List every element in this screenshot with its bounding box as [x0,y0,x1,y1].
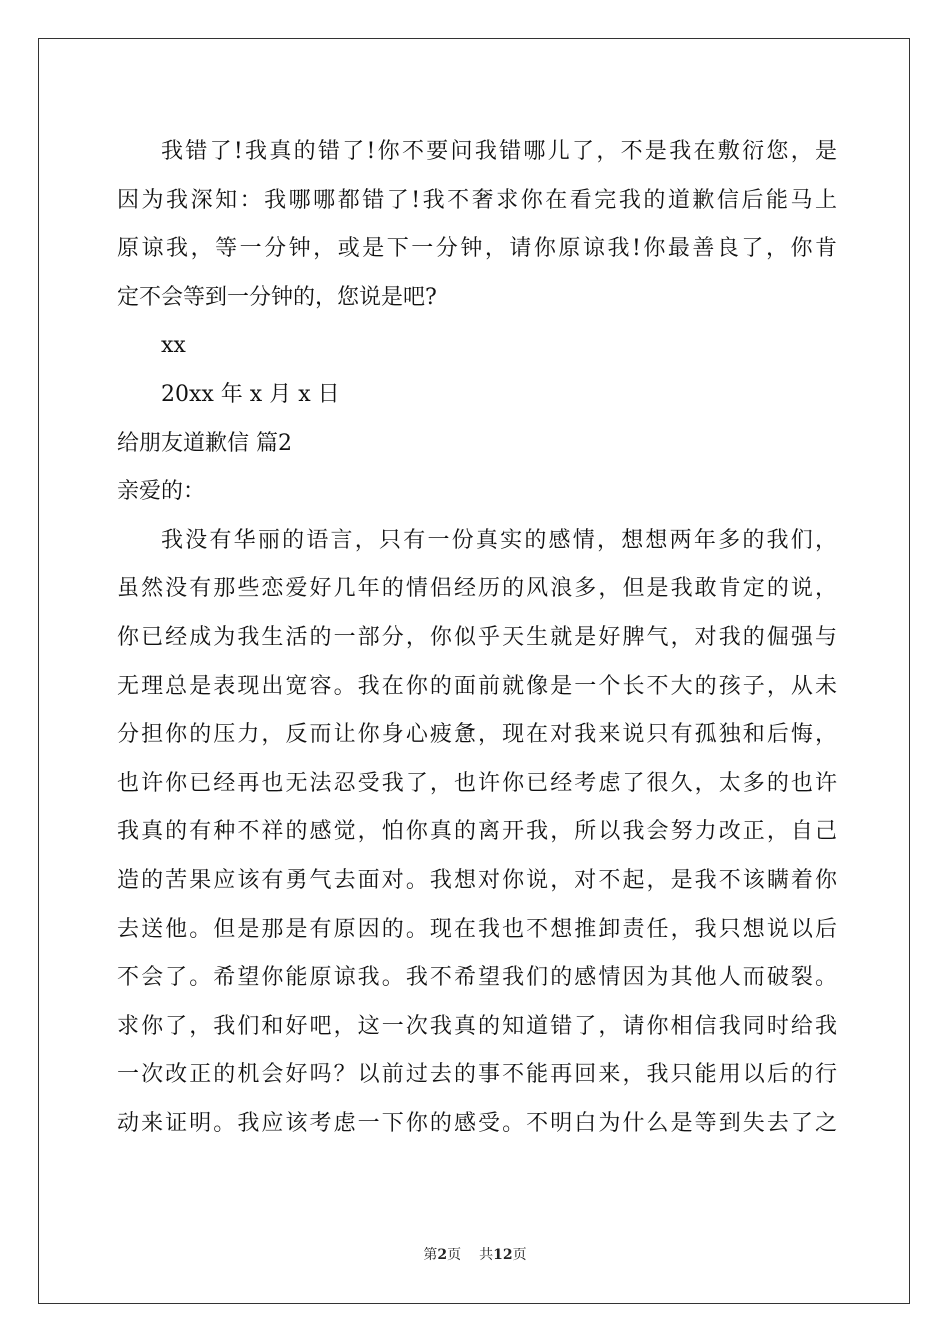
page-suffix: 页 [447,1247,462,1263]
text-line: 我没有华丽的语言，只有一份真实的感情，想想两年多的我们， [161,527,837,553]
document-body [117,128,837,1148]
text-line: 也许你已经再也无法忍受我了，也许你已经考虑了很久，太多的也许 [117,770,837,796]
page-footer [0,1244,950,1264]
text-line: 造的苦果应该有勇气去面对。我想对你说，对不起，是我不该瞒着你 [117,867,837,893]
text-line: 不会了。希望你能原谅我。我不希望我们的感情因为其他人而破裂。 [117,965,837,991]
text-line: 分担你的压力，反而让你身心疲惫，现在对我来说只有孤独和后悔， [117,722,837,748]
total-suffix: 页 [512,1247,527,1263]
text-line: 虽然没有那些恋爱好几年的情侣经历的风浪多，但是我敢肯定的说， [117,576,837,602]
text-line: 因为我深知：我哪哪都错了!我不奢求你在看完我的道歉信后能马上 [117,187,837,213]
text-line: 20xx 年 x 月 x 日 [161,381,340,407]
page-prefix: 第 [423,1247,438,1263]
text-line: xx [161,333,186,359]
text-line: 你已经成为我生活的一部分，你似乎天生就是好脾气，对我的倔强与 [117,624,837,650]
text-line: 一次改正的机会好吗？以前过去的事不能再回来，我只能用以后的行 [117,1062,837,1088]
text-line: 原谅我，等一分钟，或是下一分钟，请你原谅我!你最善良了，你肯 [117,236,837,262]
text-line: 动来证明。我应该考虑一下你的感受。不明白为什么是等到失去了之 [117,1110,837,1136]
text-line: 求你了，我们和好吧，这一次我真的知道错了，请你相信我同时给我 [117,1013,837,1039]
text-line: 亲爱的： [117,479,206,505]
current-page-number: 2 [437,1247,448,1263]
total-prefix: 共 [479,1247,494,1263]
text-line: 我真的有种不祥的感觉，怕你真的离开我，所以我会努力改正，自己 [117,819,837,845]
text-line: 去送他。但是那是有原因的。现在我也不想推卸责任，我只想说以后 [117,916,837,942]
text-line: 无理总是表现出宽容。我在你的面前就像是一个长不大的孩子，从未 [117,673,837,699]
text-line: 我错了!我真的错了!你不要问我错哪儿了，不是我在敷衍您，是 [161,139,837,164]
total-page-number: 12 [493,1247,513,1263]
text-line: 给朋友道歉信 篇2 [117,430,292,456]
text-line: 定不会等到一分钟的，您说是吧? [117,284,437,310]
